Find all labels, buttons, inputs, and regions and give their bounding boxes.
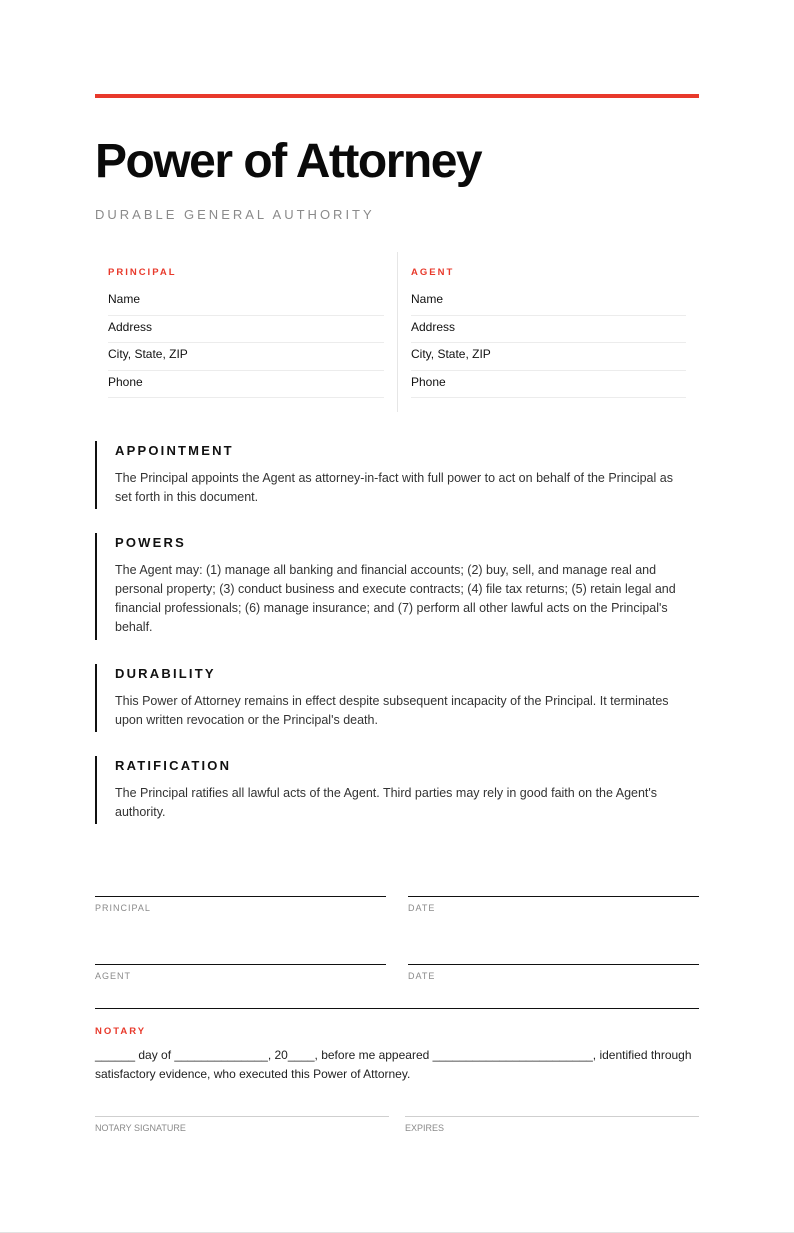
notary-expires-line[interactable] — [405, 1116, 699, 1133]
section-body: The Principal ratifies all lawful acts of the Agent. Third parties may rely in good faith on the Agent's authority. — [115, 786, 658, 819]
section-ratification — [95, 756, 699, 824]
notary-statement: ______ day of ______________, 20____, before me appeared ________________________, identified through satisfactory evidence, who executed this Power of Attorney. — [95, 1048, 692, 1081]
section-body: The Principal appoints the Agent as attorney-in-fact with full power to act on behalf of the Principal as set forth in this document. — [115, 471, 673, 504]
notary-expires-label: EXPIRES — [405, 1123, 445, 1133]
agent-date-label: DATE — [408, 971, 436, 981]
agent-date-line[interactable] — [408, 964, 699, 981]
section-body: This Power of Attorney remains in effect despite subsequent incapacity of the Principal. It terminates upon written revocation or the Principal's death. — [115, 694, 669, 727]
agent-phone-field: Phone — [411, 371, 686, 399]
principal-phone-field: Phone — [108, 371, 384, 399]
agent-name-field: Name — [411, 288, 686, 316]
agent-address-field: Address — [411, 316, 686, 344]
principal-signature-line[interactable] — [95, 896, 386, 913]
section-title: POWERS — [115, 535, 186, 550]
section-title: DURABILITY — [115, 666, 216, 681]
principal-date-label: DATE — [408, 903, 436, 913]
principal-name-field: Name — [108, 288, 384, 316]
document-title: Power of Attorney — [95, 135, 482, 188]
principal-label: PRINCIPAL — [108, 267, 177, 278]
document-subtitle: DURABLE GENERAL AUTHORITY — [95, 207, 375, 222]
agent-block — [397, 252, 699, 412]
agent-city-field: City, State, ZIP — [411, 343, 686, 371]
agent-signature-line[interactable] — [95, 964, 386, 981]
notary-label: NOTARY — [95, 1026, 147, 1037]
notary-signature-line[interactable] — [95, 1116, 389, 1133]
section-title: APPOINTMENT — [115, 443, 234, 458]
notary-divider — [95, 1008, 699, 1009]
section-appointment — [95, 441, 699, 509]
parties-block — [95, 252, 699, 412]
section-body: The Agent may: (1) manage all banking and financial accounts; (2) buy, sell, and manage real and personal property; (3) conduct business and execute contracts; (4) file tax returns; (5) retain legal and financial professionals; (6) manage insurance; and (7) perform all other lawful acts on the Principal's behalf. — [115, 563, 676, 634]
agent-signature-label: AGENT — [95, 971, 132, 981]
principal-date-line[interactable] — [408, 896, 699, 913]
section-durability — [95, 664, 699, 732]
principal-city-field: City, State, ZIP — [108, 343, 384, 371]
agent-label: AGENT — [411, 267, 455, 278]
principal-address-field: Address — [108, 316, 384, 344]
principal-signature-label: PRINCIPAL — [95, 903, 151, 913]
accent-bar — [95, 94, 699, 98]
section-title: RATIFICATION — [115, 758, 232, 773]
notary-signature-label: NOTARY SIGNATURE — [95, 1123, 186, 1133]
principal-block — [95, 252, 397, 412]
section-powers — [95, 533, 699, 640]
